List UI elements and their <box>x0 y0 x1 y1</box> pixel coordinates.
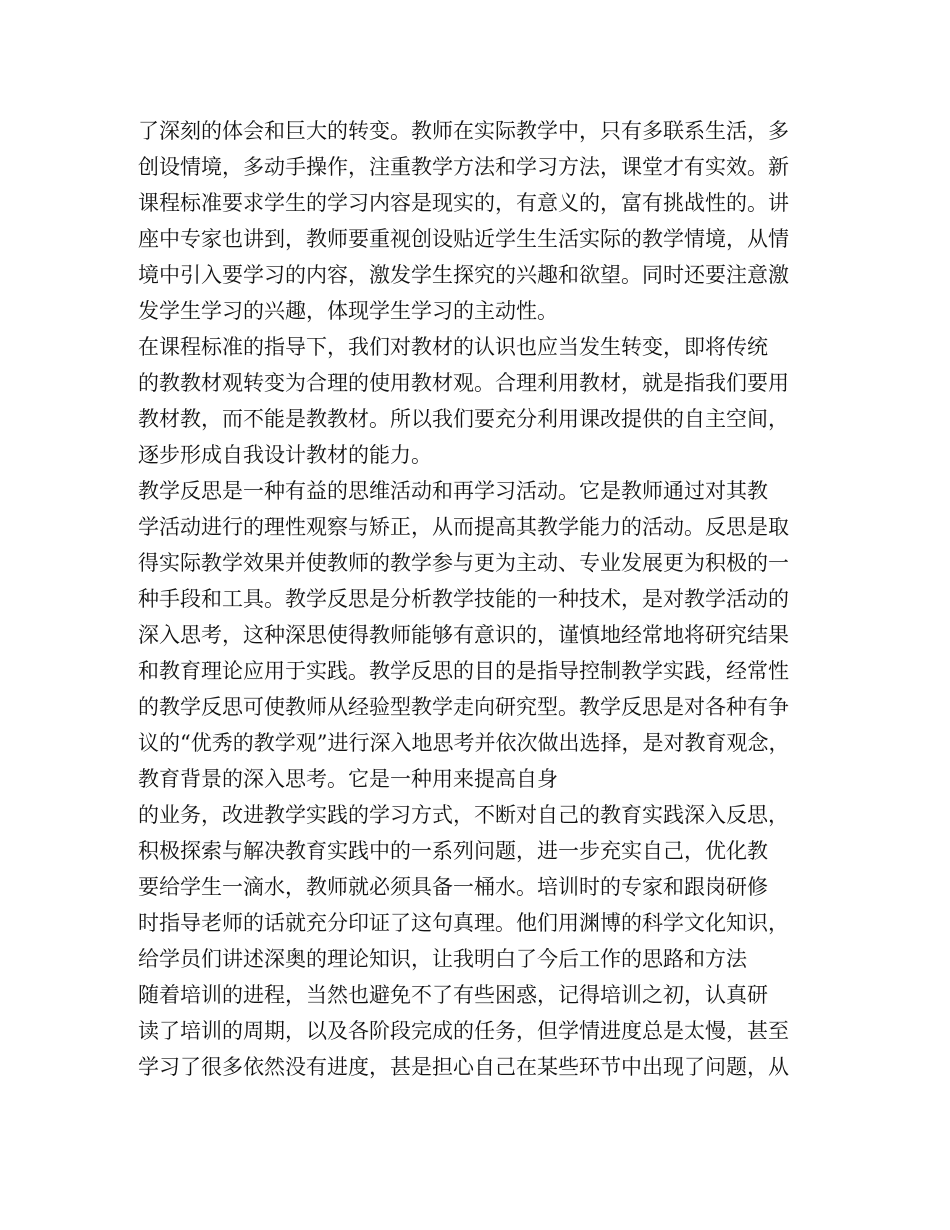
text-line: 教育背景的深入思考。它是一种用来提高自身 <box>138 767 558 791</box>
text-line: 要给学生一滴水，教师就必须具备一桶水。培训时的专家和跟岗研修 <box>138 875 768 899</box>
text-line: 积极探索与解决教育实践中的一系列问题，进一步充实自己，优化教 <box>138 839 768 863</box>
text-line: 时指导老师的话就充分印证了这句真理。他们用渊博的科学文化知识， <box>138 911 789 935</box>
text-line: 得实际教学效果并使教师的教学参与更为主动、专业发展更为积极的一 <box>138 551 789 575</box>
text-line: 学习了很多依然没有进度，甚是担心自己在某些环节中出现了问题，从 <box>138 1055 789 1079</box>
text-line: 教材教，而不能是教教材。所以我们要充分利用课改提供的自主空间， <box>138 407 789 431</box>
body-text <box>138 113 828 1085</box>
text-line: 深入思考，这种深思使得教师能够有意识的，谨慎地经常地将研究结果 <box>138 623 789 647</box>
text-line: 课程标准要求学生的学习内容是现实的，有意义的，富有挑战性的。讲 <box>138 191 789 215</box>
text-line: 议的“优秀的教学观”进行深入地思考并依次做出选择，是对教育观念， <box>138 731 790 755</box>
text-line: 座中专家也讲到，教师要重视创设贴近学生生活实际的教学情境，从情 <box>138 227 789 251</box>
text-line: 读了培训的周期，以及各阶段完成的任务，但学情进度总是太慢，甚至 <box>138 1019 789 1043</box>
text-line: 和教育理论应用于实践。教学反思的目的是指导控制教学实践，经常性 <box>138 659 789 683</box>
text-line: 逐步形成自我设计教材的能力。 <box>138 443 432 467</box>
text-line: 的业务，改进教学实践的学习方式，不断对自己的教育实践深入反思， <box>138 803 789 827</box>
text-line: 的教教材观转变为合理的使用教材观。合理利用教材，就是指我们要用 <box>138 371 789 395</box>
text-line: 了深刻的体会和巨大的转变。教师在实际教学中，只有多联系生活，多 <box>138 119 789 143</box>
text-line: 发学生学习的兴趣，体现学生学习的主动性。 <box>138 299 558 323</box>
text-line: 给学员们讲述深奥的理论知识，让我明白了今后工作的思路和方法 <box>138 947 747 971</box>
text-line: 创设情境，多动手操作，注重教学方法和学习方法，课堂才有实效。新 <box>138 155 789 179</box>
text-line: 学活动进行的理性观察与矫正，从而提高其教学能力的活动。反思是取 <box>138 515 789 539</box>
text-line: 的教学反思可使教师从经验型教学走向研究型。教学反思是对各种有争 <box>138 695 789 719</box>
text-line: 境中引入要学习的内容，激发学生探究的兴趣和欲望。同时还要注意激 <box>138 263 789 287</box>
text-line: 随着培训的进程，当然也避免不了有些困惑，记得培训之初，认真研 <box>138 983 768 1007</box>
text-line: 在课程标准的指导下，我们对教材的认识也应当发生转变，即将传统 <box>138 335 768 359</box>
text-line: 种手段和工具。教学反思是分析教学技能的一种技术，是对教学活动的 <box>138 587 789 611</box>
text-line: 教学反思是一种有益的思维活动和再学习活动。它是教师通过对其教 <box>138 479 768 503</box>
